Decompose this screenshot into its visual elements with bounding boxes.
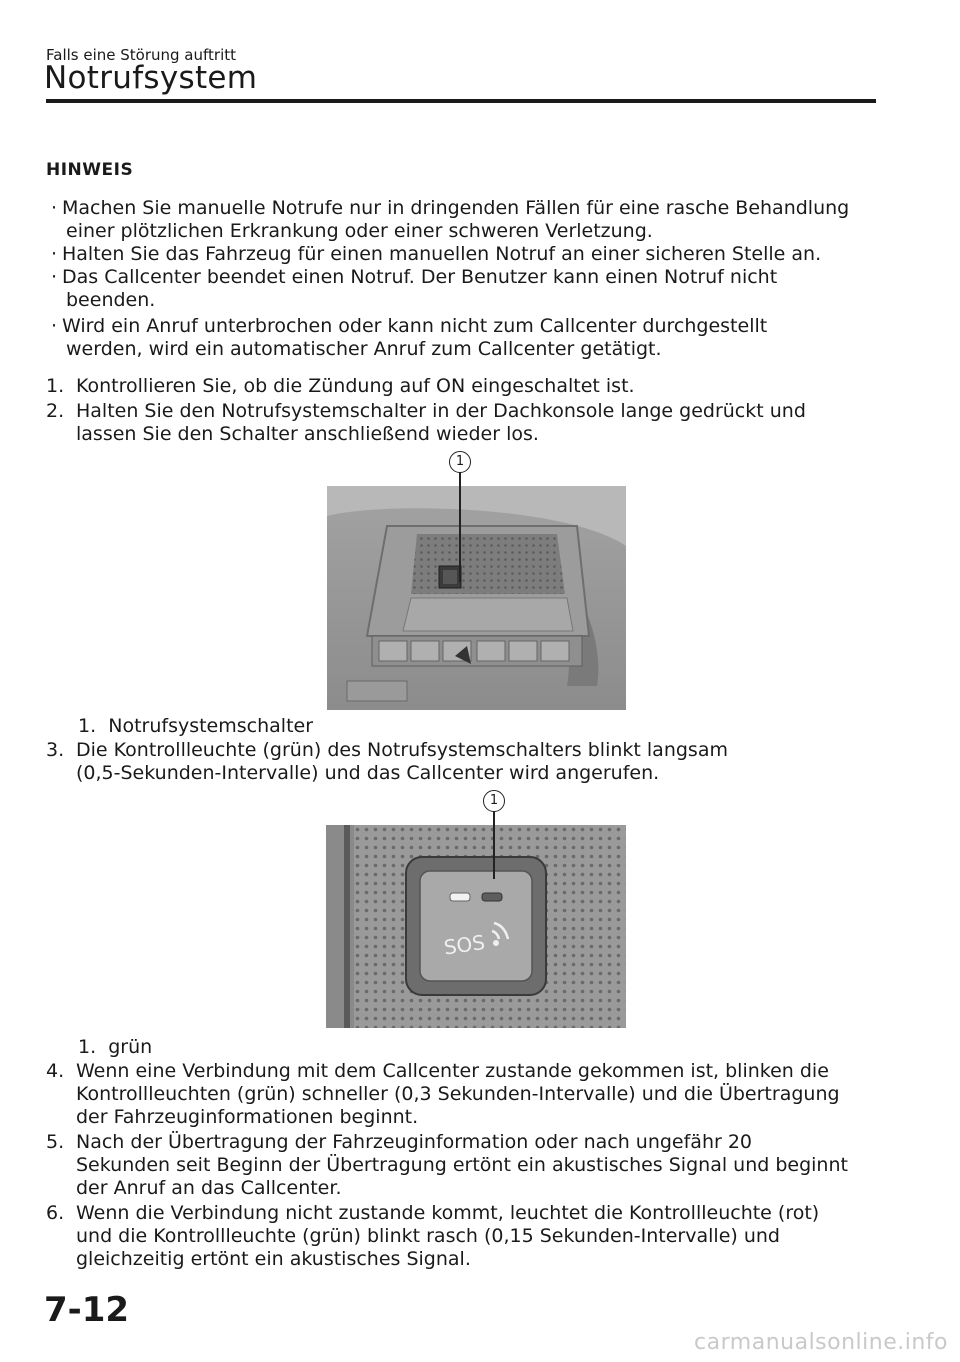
step-text: Wenn eine Verbindung mit dem Callcenter zustande gekommen ist, blinken die — [76, 1060, 829, 1082]
page-number: 7-12 — [44, 1290, 130, 1330]
step-number: 5. — [46, 1131, 65, 1153]
note-bullet-cont: einer plötzlichen Erkrankung oder einer schweren Verletzung. — [66, 220, 653, 242]
step-text: Sekunden seit Beginn der Übertragung ertönt ein akustisches Signal und beginnt — [76, 1154, 848, 1176]
callout-marker: 1 — [449, 451, 471, 473]
step-text: Kontrollieren Sie, ob die Zündung auf ON eingeschaltet ist. — [76, 375, 635, 397]
sos-label: SOS — [442, 930, 487, 960]
step-text: Nach der Übertragung der Fahrzeuginformation oder nach ungefähr 20 — [76, 1131, 753, 1153]
step-text: Halten Sie den Notrufsystemschalter in der Dachkonsole lange gedrückt und — [76, 400, 806, 422]
step-text: der Anruf an das Callcenter. — [76, 1177, 342, 1199]
callout-marker: 1 — [483, 790, 505, 812]
step-text: Wenn die Verbindung nicht zustande kommt, leuchtet die Kontrollleuchte (rot) — [76, 1202, 820, 1224]
step-text: Die Kontrollleuchte (grün) des Notrufsystemschalters blinkt langsam — [76, 739, 728, 761]
step-text: gleichzeitig ertönt ein akustisches Signal. — [76, 1248, 471, 1270]
header-rule — [46, 99, 876, 103]
callout-leader — [459, 472, 461, 582]
note-bullet-cont: werden, wird ein automatischer Anruf zum Callcenter getätigt. — [66, 338, 662, 360]
step-number: 1. — [46, 375, 65, 397]
sos-switch-illustration — [326, 825, 626, 1028]
note-heading: HINWEIS — [46, 160, 134, 180]
step-number: 2. — [46, 400, 65, 422]
step-number: 4. — [46, 1060, 65, 1082]
note-bullet-cont: beenden. — [66, 289, 156, 311]
overhead-console-photo — [327, 486, 626, 710]
step-text: Kontrollleuchten (grün) schneller (0,3 Sekunden-Intervalle) und die Übertragung — [76, 1083, 840, 1105]
section-label: Falls eine Störung auftritt — [46, 46, 237, 64]
step-text: und die Kontrollleuchte (grün) blinkt rasch (0,15 Sekunden-Intervalle) und — [76, 1225, 780, 1247]
page-title: Notrufsystem — [44, 60, 258, 96]
figure-caption: 1. Notrufsystemschalter — [78, 715, 314, 737]
note-bullet: · Machen Sie manuelle Notrufe nur in dringenden Fällen für eine rasche Behandlung — [50, 197, 850, 219]
step-text: (0,5-Sekunden-Intervalle) und das Callcenter wird angerufen. — [76, 762, 660, 784]
step-text: der Fahrzeuginformationen beginnt. — [76, 1106, 419, 1128]
step-number: 6. — [46, 1202, 65, 1224]
step-number: 3. — [46, 739, 65, 761]
note-bullet: · Das Callcenter beendet einen Notruf. Der Benutzer kann einen Notruf nicht — [50, 266, 778, 288]
overhead-console-illustration — [327, 486, 626, 710]
figure-caption: 1. grün — [78, 1036, 153, 1058]
note-bullet: · Wird ein Anruf unterbrochen oder kann nicht zum Callcenter durchgestellt — [50, 315, 768, 337]
note-bullet: · Halten Sie das Fahrzeug für einen manuellen Notruf an einer sicheren Stelle an. — [50, 243, 822, 265]
step-text: lassen Sie den Schalter anschließend wieder los. — [76, 423, 539, 445]
sos-switch-photo — [326, 825, 626, 1028]
callout-leader — [493, 811, 495, 879]
watermark: carmanualsonline.info — [694, 1330, 948, 1355]
